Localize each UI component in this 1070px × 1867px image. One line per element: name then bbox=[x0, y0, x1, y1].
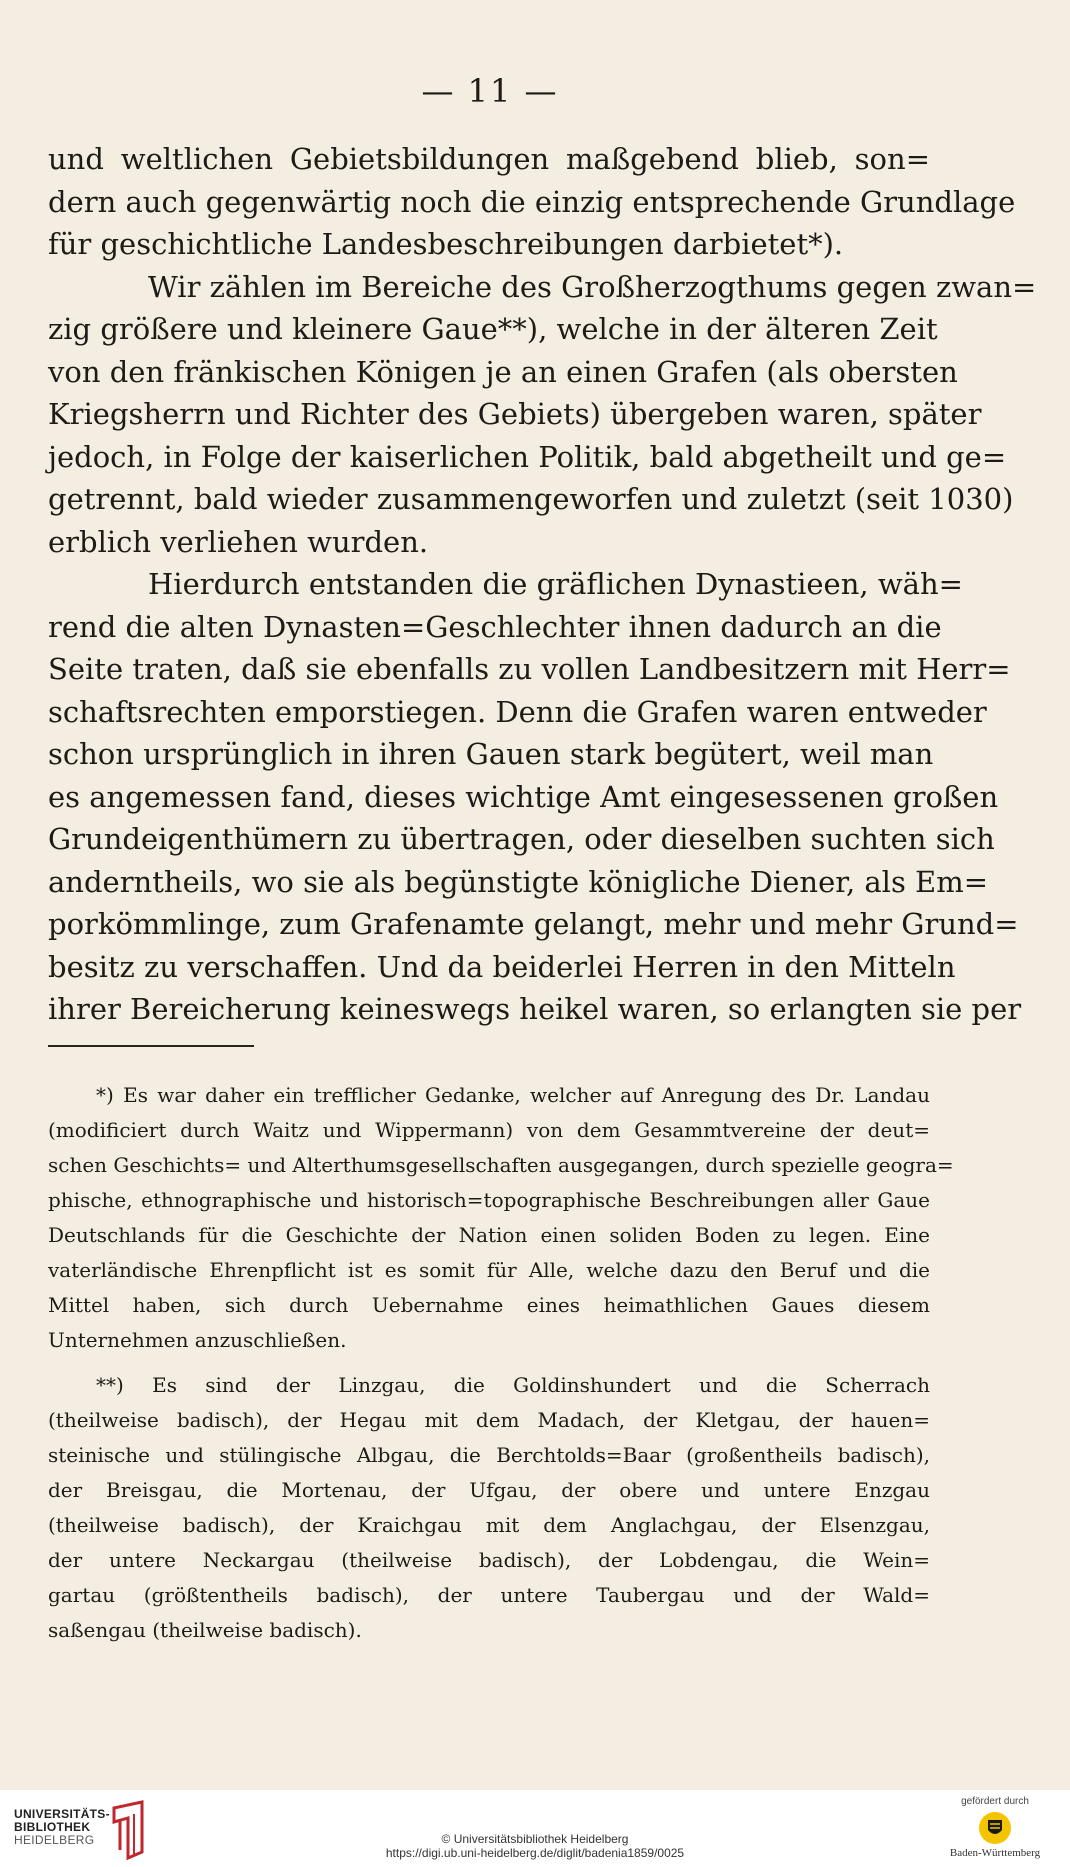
text-line: es angemessen fand, dieses wichtige Amt eingesessenen großen bbox=[48, 779, 999, 814]
text-line: ihrer Bereicherung keineswegs heikel waren, so erlangten sie per bbox=[48, 992, 1022, 1026]
footnote-line: **) Es sind der Linzgau, die Goldinshundert und die Scherrach bbox=[96, 1373, 930, 1397]
footnote-line: gartau (größtentheils badisch), der untere Taubergau und der Wald= bbox=[48, 1583, 930, 1607]
text-line: rend die alten Dynasten=Geschlechter ihnen dadurch an die bbox=[48, 609, 942, 644]
text-line: und weltlichen Gebietsbildungen maßgebend blieb, son= bbox=[48, 142, 930, 176]
state-coat-of-arms-icon bbox=[978, 1811, 1012, 1845]
footnote-2 bbox=[48, 1368, 930, 1648]
text-line: für geschichtliche Landesbeschreibungen darbietet*). bbox=[48, 227, 844, 261]
footnote-line: vaterländische Ehrenpflicht ist es somit für Alle, welche dazu den Beruf und die bbox=[48, 1258, 930, 1282]
library-name-line: HEIDELBERG bbox=[14, 1833, 95, 1847]
text-line: von den fränkischen Königen je an einen Grafen (als obersten bbox=[48, 354, 958, 389]
text-line: Seite traten, daß sie ebenfalls zu vollen Landbesitzern mit Herr= bbox=[48, 652, 1011, 686]
text-line: schaftsrechten emporstiegen. Denn die Grafen waren entweder bbox=[48, 694, 987, 729]
funder-block bbox=[930, 1796, 1060, 1859]
text-line: zig größere und kleinere Gaue**), welche in der älteren Zeit bbox=[48, 312, 938, 346]
footnote-line: Deutschlands für die Geschichte der Nation einen soliden Boden zu legen. Eine bbox=[48, 1223, 930, 1247]
footnote-line: *) Es war daher ein trefflicher Gedanke, welcher auf Anregung des Dr. Landau bbox=[96, 1083, 930, 1107]
footnote-line: (theilweise badisch), der Hegau mit dem Madach, der Kletgau, der hauen= bbox=[48, 1408, 930, 1432]
copyright-text: © Universitätsbibliothek Heidelberg bbox=[441, 1832, 629, 1846]
main-text bbox=[48, 138, 1037, 1031]
footnote-line: phische, ethnographische und historisch=topographische Beschreibungen aller Gaue bbox=[48, 1188, 930, 1212]
footnote-line: der untere Neckargau (theilweise badisch), der Lobdengau, die Wein= bbox=[48, 1548, 930, 1572]
footnote-line: (modificiert durch Waitz und Wippermann) von dem Gesammtvereine der deut= bbox=[48, 1118, 930, 1142]
text-line: besitz zu verschaffen. Und da beiderlei Herren in den Mitteln bbox=[48, 949, 956, 984]
funded-by-label: gefördert durch bbox=[961, 1796, 1029, 1807]
text-line: Hierdurch entstanden die gräflichen Dynastieen, wäh= bbox=[148, 567, 963, 601]
library-name-line: UNIVERSITÄTS- bbox=[14, 1807, 110, 1821]
viewer-footer bbox=[0, 1790, 1070, 1867]
library-name-line: BIBLIOTHEK bbox=[14, 1820, 91, 1834]
footnote-1 bbox=[48, 1078, 954, 1358]
footnote-line: schen Geschichts= und Alterthumsgesellschaften ausgegangen, durch spezielle geogra= bbox=[48, 1153, 954, 1177]
footnote-line: saßengau (theilweise badisch). bbox=[48, 1618, 362, 1642]
footnote-line: der Breisgau, die Mortenau, der Ufgau, der obere und untere Enzgau bbox=[48, 1478, 930, 1502]
text-line: schon ursprünglich in ihren Gauen stark begütert, weil man bbox=[48, 737, 934, 771]
text-line: anderntheils, wo sie als begünstigte königliche Diener, als Em= bbox=[48, 864, 989, 899]
page-number: — 11 — bbox=[421, 72, 559, 110]
text-line: getrennt, bald wieder zusammengeworfen und zuletzt (seit 1030) bbox=[48, 482, 1014, 516]
footnote-line: Unternehmen anzuschließen. bbox=[48, 1328, 347, 1352]
text-line: Wir zählen im Bereiche des Großherzogthums gegen zwan= bbox=[148, 269, 1037, 304]
footnote-line: Mittel haben, sich durch Uebernahme eines heimathlichen Gaues diesem bbox=[48, 1293, 930, 1317]
text-line: Kriegsherrn und Richter des Gebiets) übergeben waren, später bbox=[48, 397, 982, 431]
copyright-notice bbox=[0, 1832, 1070, 1860]
text-line: Grundeigenthümern zu übertragen, oder dieselben suchten sich bbox=[48, 822, 995, 856]
permalink[interactable]: https://digi.ub.uni-heidelberg.de/diglit/badenia1859/0025 bbox=[385, 1846, 685, 1860]
funder-name: Baden-Württemberg bbox=[949, 1847, 1041, 1859]
footnote-line: (theilweise badisch), der Kraichgau mit dem Anglachgau, der Elsenzgau, bbox=[48, 1513, 930, 1537]
footnote-line: steinische und stülingische Albgau, die Berchtolds=Baar (großentheils badisch), bbox=[48, 1443, 930, 1467]
footnotes bbox=[48, 1078, 954, 1648]
text-line: erblich verliehen wurden. bbox=[48, 524, 429, 559]
text-line: jedoch, in Folge der kaiserlichen Politik, bald abgetheilt und ge= bbox=[48, 439, 1007, 474]
footnote-divider bbox=[48, 1045, 254, 1047]
text-line: porkömmlinge, zum Grafenamte gelangt, mehr und mehr Grund= bbox=[48, 907, 1019, 941]
text-line: dern auch gegenwärtig noch die einzig entsprechende Grundlage bbox=[48, 184, 1016, 219]
